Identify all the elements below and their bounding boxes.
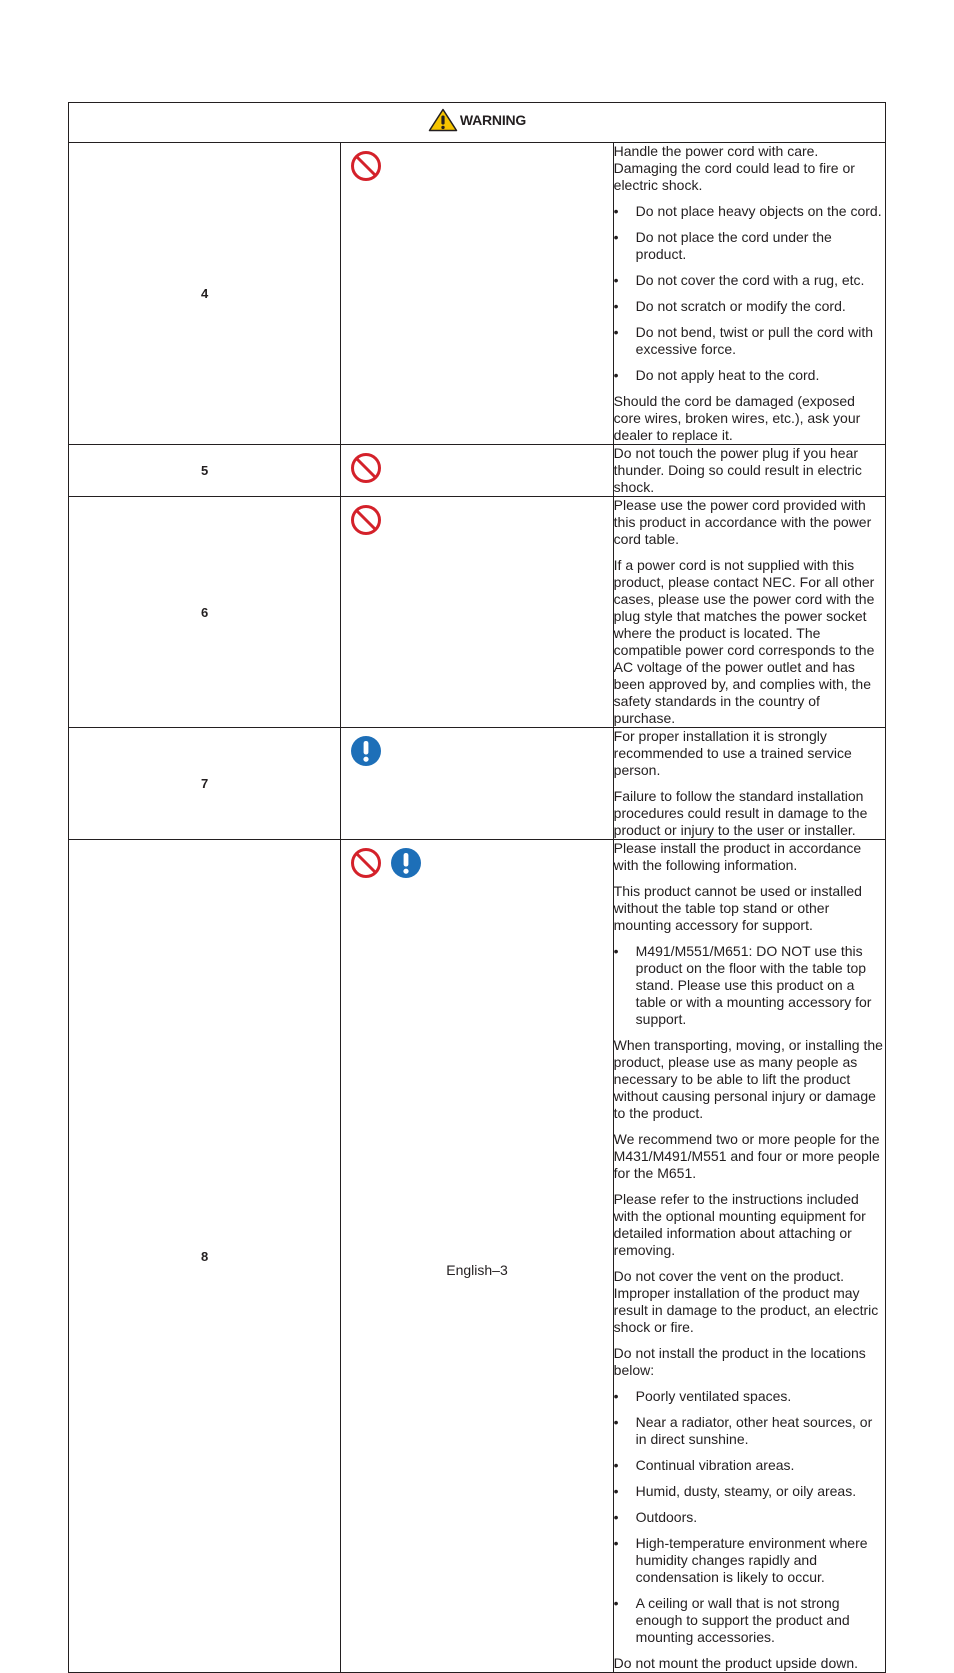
warning-label: WARNING [459,112,527,128]
row-paragraph: Do not touch the power plug if you hear thunder. Doing so could result in electric shock. [613,445,862,495]
list-item: • M491/M551/M651: DO NOT use this product on the floor with the table top stand. Please use this product on a table or with a mounting accessory for support. [613,943,872,1027]
list-item: • Do not place the cord under the product. [613,229,832,262]
list-item: • Do not apply heat to the cord. [613,367,820,383]
row-number: 7 [69,728,341,840]
row-paragraph: Failure to follow the standard installation procedures could result in damage to the product or injury to the user or installer. [613,788,868,838]
row-paragraph: Handle the power cord with care. Damaging the cord could lead to fire or electric shock. [613,143,855,193]
list-item: • Do not cover the cord with a rug, etc. [613,272,865,288]
prohibited-icon [350,452,382,484]
row-paragraph: Please refer to the instructions included with the optional mounting equipment for detailed information about attaching or removing. [613,1191,866,1258]
row-number: 5 [69,445,341,497]
prohibited-icon [350,504,382,536]
warning-row-4 [69,143,886,445]
warning-table [68,102,886,1673]
row-paragraph: Do not cover the vent on the product. Improper installation of the product may result in damage to the product, an electric shock or fire. [613,1268,879,1335]
row-paragraph: We recommend two or more people for the M431/M491/M551 and four or more people for the M651. [613,1131,880,1181]
list-item: • Humid, dusty, steamy, or oily areas. [613,1483,857,1499]
list-item: • Near a radiator, other heat sources, or in direct sunshine. [613,1414,873,1447]
row-number: 8 [69,840,341,1673]
list-item: • Outdoors. [613,1509,698,1525]
warning-header [69,103,886,143]
prohibited-icon [350,847,382,879]
list-item: • Do not scratch or modify the cord. [613,298,846,314]
page-number: English–3 [446,1262,508,1278]
list-item: • A ceiling or wall that is not strong enough to support the product and mounting accessories. [613,1595,850,1645]
warning-header-row [69,103,886,143]
row-paragraph: Do not mount the product upside down. [613,1655,859,1671]
warning-row-6 [69,497,886,728]
list-item: • Do not place heavy objects on the cord. [613,203,882,219]
warning-row-5 [69,445,886,497]
mandatory-action-icon [390,847,422,879]
row-paragraph: Do not install the product in the locations below: [613,1345,866,1378]
row-paragraph: When transporting, moving, or installing the product, please use as many people as necessary to be able to lift the product without causing personal injury or damage to the product. [613,1037,883,1121]
list-item: • Continual vibration areas. [613,1457,795,1473]
row-number: 4 [69,143,341,445]
list-item: • High-temperature environment where humidity changes rapidly and condensation is likely to occur. [613,1535,868,1585]
prohibited-icon [350,150,382,182]
warning-row-8 [69,840,886,1673]
row-paragraph: This product cannot be used or installed without the table top stand or other mounting accessory for support. [613,883,862,933]
row-paragraph: Please use the power cord provided with this product in accordance with the power cord table. [613,497,872,547]
row-paragraph: Please install the product in accordance with the following information. [613,840,862,873]
row-paragraph: If a power cord is not supplied with this product, please contact NEC. For all other cases, please use the power cord with the plug style that matches the power socket where the product is located. The compatible power cord corresponds to the AC voltage of the power outlet and has been approved by, and complies with, the safety standards in the country of purchase. [613,557,875,726]
row-paragraph: Should the cord be damaged (exposed core wires, broken wires, etc.), ask your dealer to replace it. [613,393,861,443]
warning-row-7 [69,728,886,840]
list-item: • Poorly ventilated spaces. [613,1388,792,1404]
list-item: • Do not bend, twist or pull the cord with excessive force. [613,324,873,357]
row-paragraph: For proper installation it is strongly recommended to use a trained service person. [613,728,852,778]
mandatory-action-icon [350,735,382,767]
warning-triangle-icon [428,108,458,132]
row-number: 6 [69,497,341,728]
